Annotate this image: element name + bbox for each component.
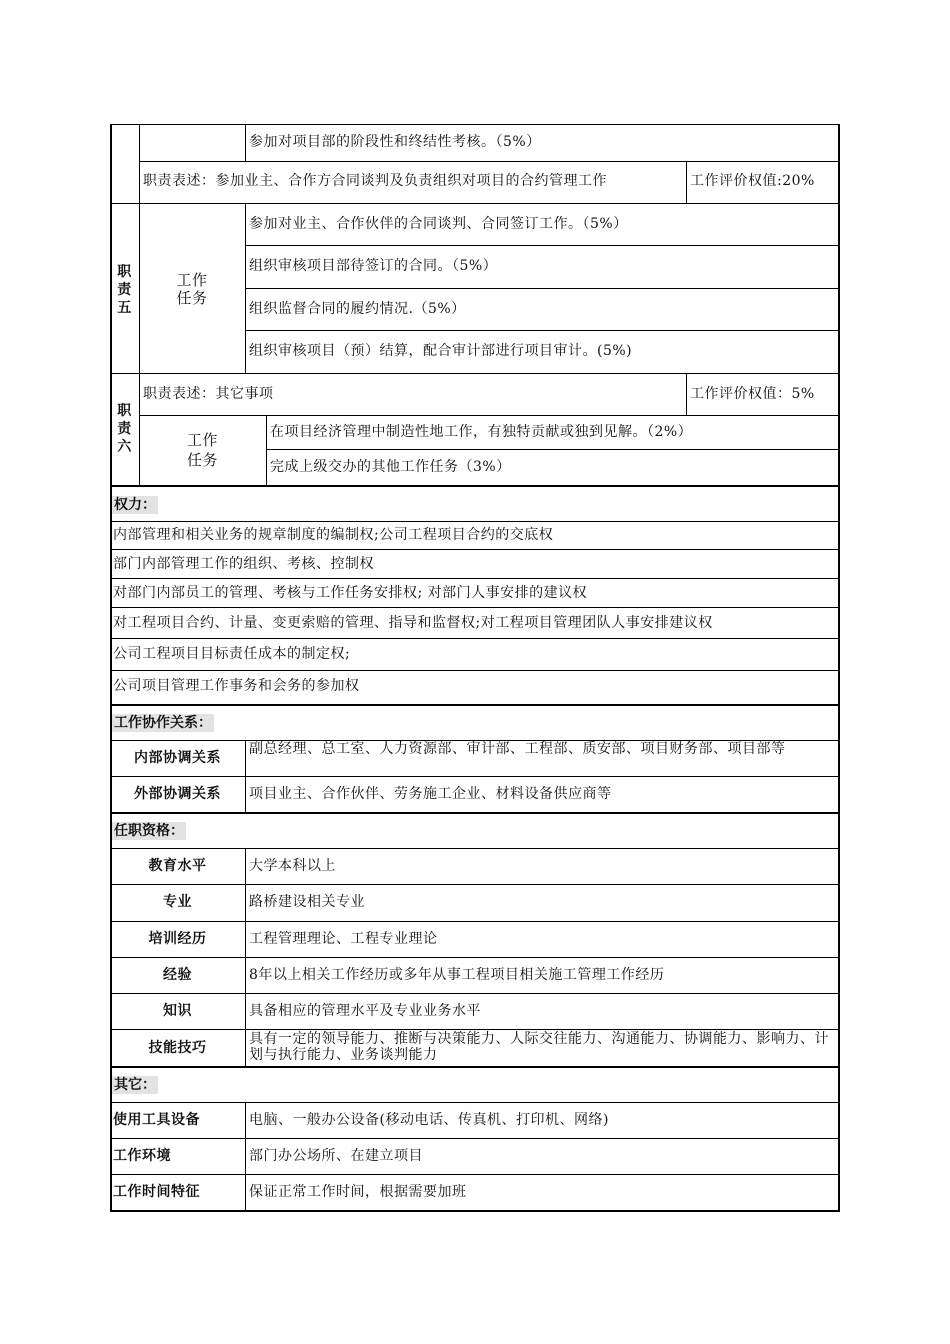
education-label: 教育水平 [148,858,207,874]
duty5-task: 组织审核项目部待签订的合同。（5%） [249,258,498,274]
cooperation-header: 工作协作关系： [114,715,212,731]
training-label: 培训经历 [148,931,207,947]
duty6-task-label: 工作 任务 [186,431,218,469]
duty6-description: 职责表述：其它事项 [143,386,274,402]
tools-value: 电脑、一般办公设备(移动电话、传真机、打印机、网络) [249,1112,609,1128]
qualification-header: 任职资格： [114,823,184,839]
duty6-weight: 工作评价权值：5% [690,386,815,402]
work-hours-value: 保证正常工作时间，根据需要加班 [249,1184,467,1200]
duty6-label: 职 责 六 [117,403,132,455]
duty6-task: 在项目经济管理中制造性地工作，有独特贡献或独到见解。（2%） [270,424,693,440]
duty5-task: 组织监督合同的履约情况.（5%） [249,301,466,317]
education-value: 大学本科以上 [249,858,336,874]
experience-label: 经验 [163,967,192,983]
power-item: 内部管理和相关业务的规章制度的编制权;公司工程项目合约的交底权 [113,527,554,543]
duty5-task: 组织审核项目（预）结算，配合审计部进行项目审计。(5%) [249,343,633,359]
power-item: 对部门内部员工的管理、考核与工作任务安排权; 对部门人事安排的建议权 [113,585,588,601]
skills-value: 具有一定的领导能力、推断与决策能力、人际交往能力、沟通能力、协调能力、影响力、计划与执行能力、业务谈判能力 [249,1031,829,1063]
external-coord-value: 项目业主、合作伙伴、劳务施工企业、材料设备供应商等 [249,786,612,802]
environment-label: 工作环境 [113,1148,171,1164]
power-item: 对工程项目合约、计量、变更索赔的管理、指导和监督权;对工程项目管理团队人事安排建议权 [113,615,713,631]
environment-value: 部门办公场所、在建立项目 [249,1148,423,1164]
duty6-task: 完成上级交办的其他工作任务（3%） [270,459,511,475]
duty5-weight: 工作评价权值:20% [690,173,815,189]
major-value: 路桥建设相关专业 [249,894,365,910]
duty5-description: 职责表述：参加业主、合作方合同谈判及负责组织对项目的合约管理工作 [143,173,607,189]
internal-coord-value: 副总经理、总工室、人力资源部、审计部、工程部、质安部、项目财务部、项目部等 [249,741,786,757]
duty5-prev-task: 参加对项目部的阶段性和终结性考核。（5%） [249,134,541,150]
power-header: 权力： [114,497,156,513]
duty5-task-label: 工作 任务 [176,271,208,307]
other-header: 其它： [114,1077,156,1093]
external-coord-label: 外部协调关系 [134,786,221,802]
major-label: 专业 [163,894,192,910]
internal-coord-label: 内部协调关系 [134,750,221,766]
power-item: 公司工程项目目标责任成本的制定权; [113,646,351,662]
power-item: 公司项目管理工作事务和会务的参加权 [113,678,360,694]
work-hours-label: 工作时间特征 [113,1184,200,1200]
duty5-label: 职 责 五 [117,264,132,316]
training-value: 工程管理理论、工程专业理论 [249,931,438,947]
power-item: 部门内部管理工作的组织、考核、控制权 [113,556,374,572]
experience-value: 8年以上相关工作经历或多年从事工程项目相关施工管理工作经历 [249,967,665,983]
skills-label: 技能技巧 [148,1040,207,1056]
knowledge-label: 知识 [163,1003,192,1019]
duty5-task: 参加对业主、合作伙伴的合同谈判、合同签订工作。（5%） [249,216,628,232]
tools-label: 使用工具设备 [113,1112,200,1128]
knowledge-value: 具备相应的管理水平及专业业务水平 [249,1003,481,1019]
